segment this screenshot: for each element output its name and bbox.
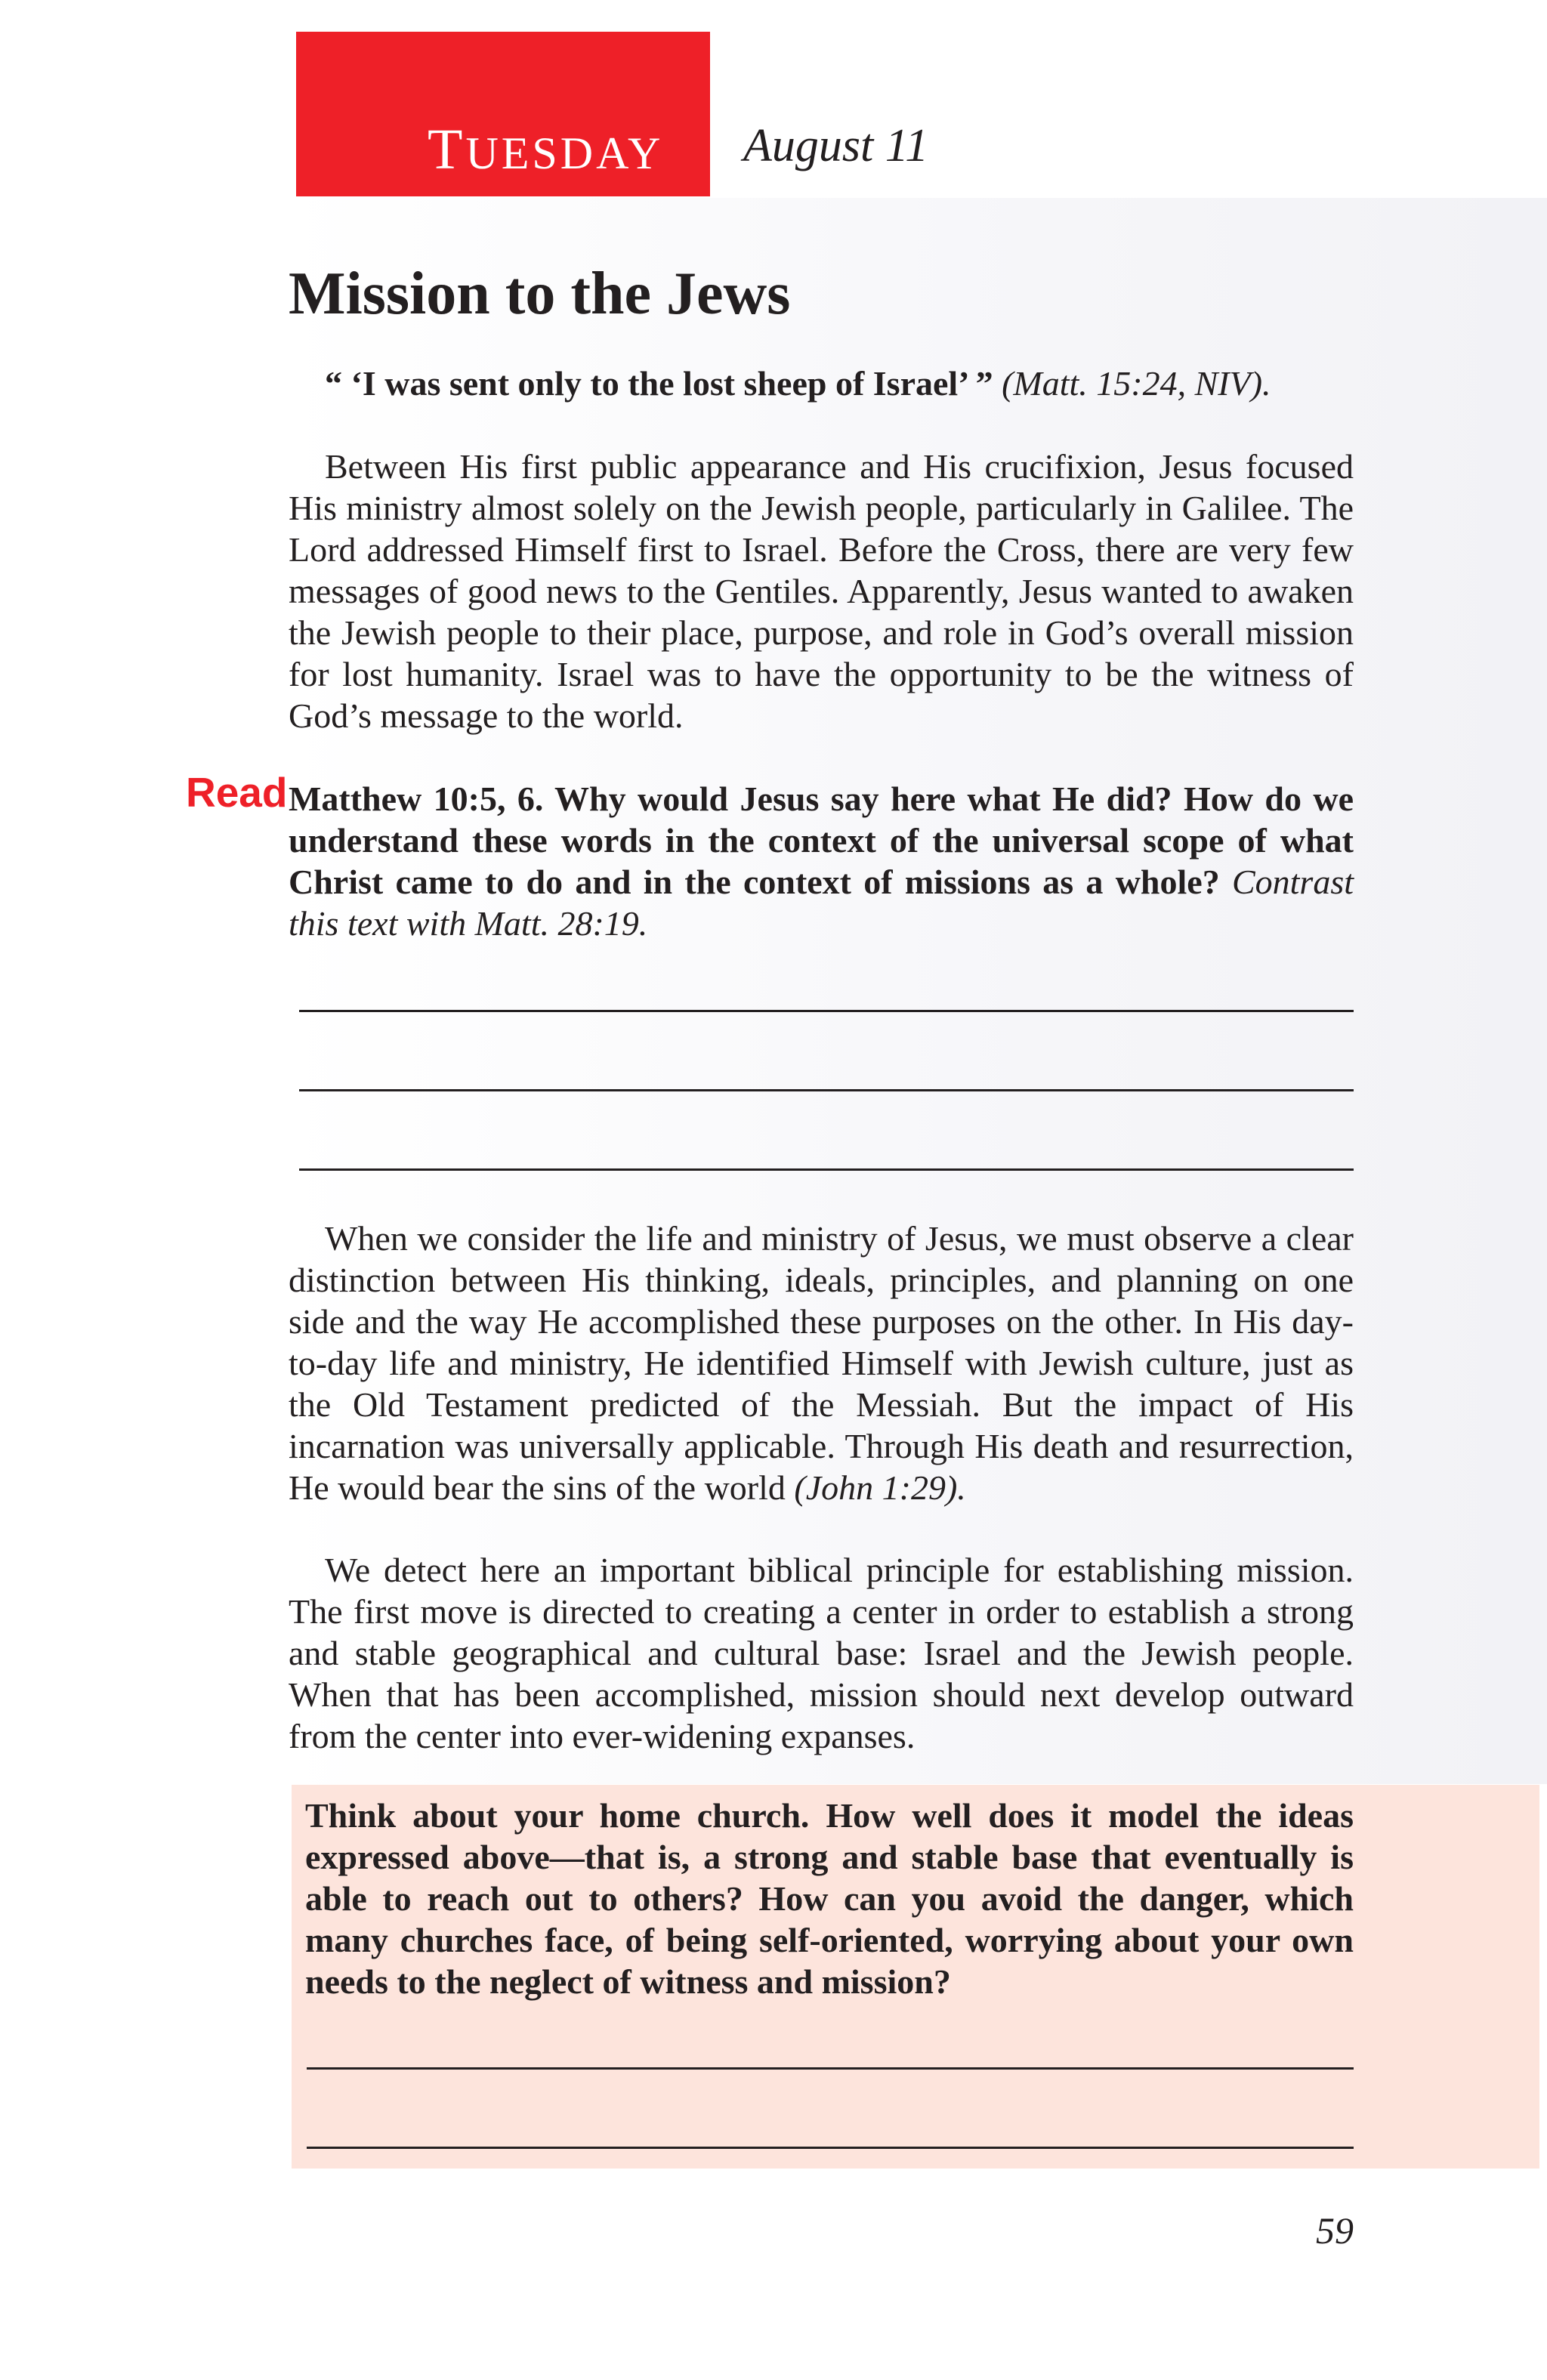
answer-line-1[interactable]: [299, 1010, 1354, 1012]
paragraph-3: We detect here an important biblical principle for establishing mission. The first move is directed to creating a center in order to establish a strong and stable geographical and cultural base: Israel and the Jewish people. When that has been accomplished, mission should next develop outward from the center into ever-widening expanses.: [289, 1551, 1354, 1755]
paragraph-2-text: When we consider the life and ministry of Jesus, we must observe a clear distinction between His thinking, ideals, principles, and planning on one side and the way He accomplished these purposes on the other. In His day-to-day life and ministry, He identified Himself with Jewish culture, just as the Old Testament predicted of the Messiah. But the impact of His incarnation was universally applicable. Through His death and resurrection, He would bear the sins of the world: [289, 1219, 1354, 1507]
study-question-text: Matthew 10:5, 6. Why would Jesus say here what He did? How do we understand these words in the context of the universal scope of what Christ came to do and in the context of missions as a whole?: [289, 779, 1354, 901]
answer-line-3[interactable]: [299, 1168, 1354, 1171]
discussion-answer-line-1[interactable]: [307, 2067, 1354, 2070]
page-background: [287, 198, 1547, 1784]
memory-verse-reference: (Matt. 15:24, NIV).: [1002, 364, 1271, 403]
day-label-rest: UESDAY: [465, 128, 664, 178]
discussion-answer-line-2[interactable]: [307, 2147, 1354, 2149]
read-label: Read: [186, 769, 288, 816]
discussion-question: Think about your home church. How well does it model the ideas expressed above—that is, a strong and stable base that eventually is able to reach out to others? How can you avoid the danger, which many churches face, of being self-oriented, worrying about your own needs to the neglect of witness and mission?: [305, 1796, 1354, 2001]
date-label: August 11: [743, 120, 929, 171]
lesson-title: Mission to the Jews: [289, 261, 791, 327]
study-question-contrast: Contrast this text with Matt. 28:19.: [289, 863, 1354, 943]
paragraph-2: [289, 1218, 1354, 1508]
answer-line-2[interactable]: [299, 1089, 1354, 1091]
page-number: 59: [1316, 2209, 1354, 2252]
paragraph-1: Between His first public appearance and His crucifixion, Jesus focused His ministry almost solely on the Jewish people, particularly in Galilee. The Lord addressed Himself first to Israel. Before the Cross, there are very few messages of good news to the Gentiles. Apparently, Jesus wanted to awaken the Jewish people to their place, purpose, and role in God’s overall mission for lost humanity. Israel was to have the opportunity to be the witness of God’s message to the world.: [289, 447, 1354, 735]
day-label-initial: T: [428, 118, 466, 181]
paragraph-2-reference: (John 1:29).: [794, 1468, 966, 1507]
memory-verse-text: “ ‘I was sent only to the lost sheep of Israel’ ”: [325, 364, 993, 403]
study-question: [289, 778, 1354, 944]
memory-verse: [289, 363, 1354, 404]
day-label: [428, 118, 699, 181]
